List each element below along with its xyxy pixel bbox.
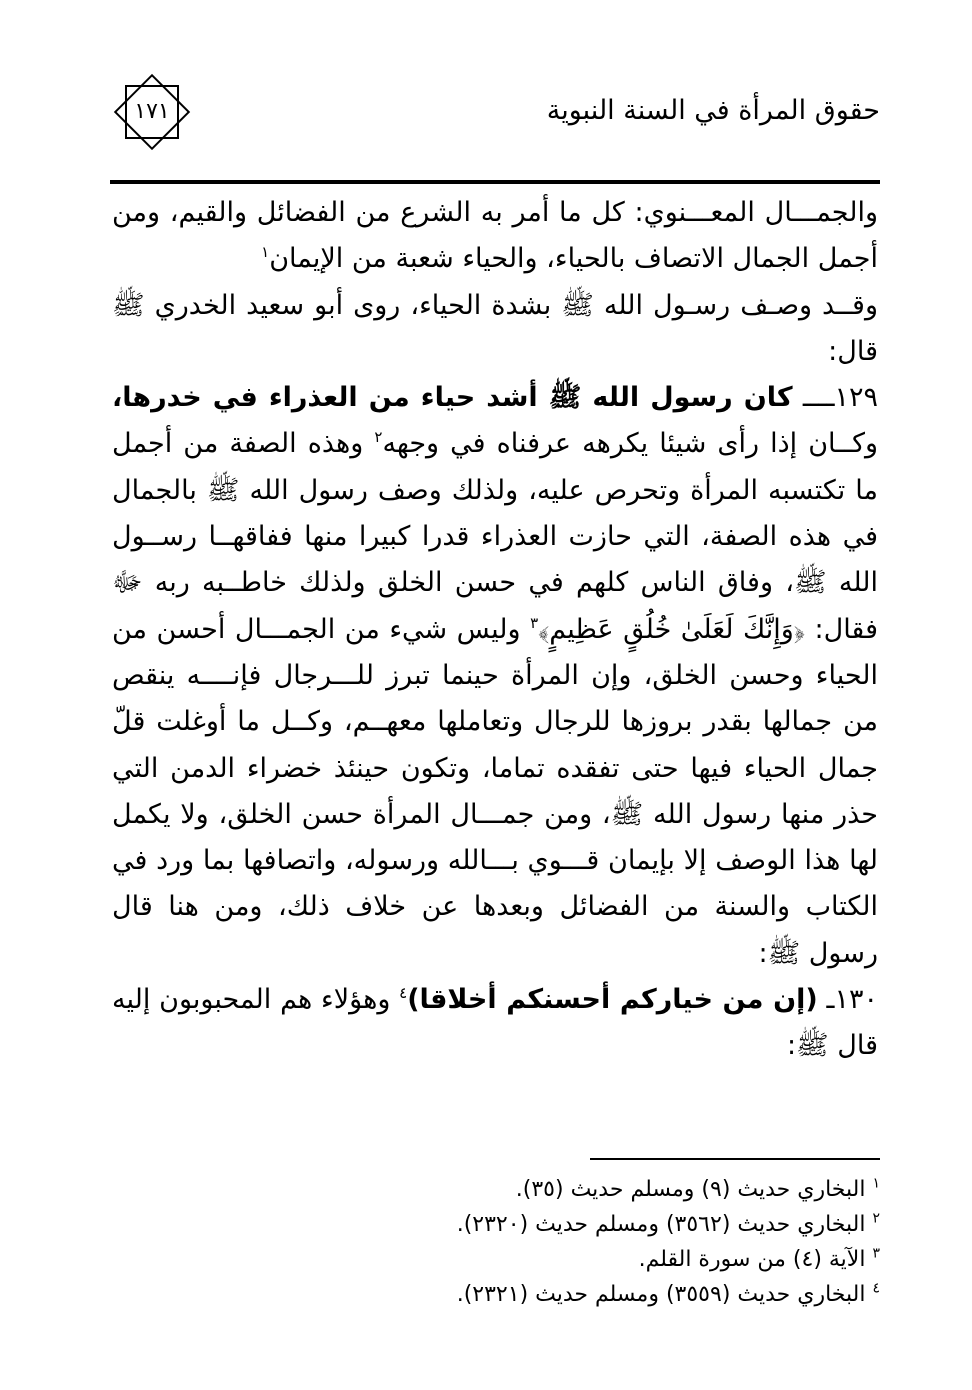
paragraph-3-text-c: وليس شيء من الجمـــال أحسن من الحياء وحسن الخلق، وإن المرأة حينما تبرز للـــرجال فإنــــه ينقص من جمالها بقدر بروزها للرجال وتعاملها معهــم، وكــل ما أوغلت قلّ جمال الحياء فيها حتى تفقده تماما، وتكون حينئذ خضراء الدمن التي حذر منها رسول الله ﷺ، ومن جمـــال المرأة حسن الخلق، ولا يكمل لها هذا الوصف إلا بإيمان قـــوي بـــالله ورسوله، واتصافها بما ورد في الكتاب والسنة من الفضائل وبعدها عن خلاف ذلك، ومن هنا قال رسول ﷺ: bbox=[112, 613, 878, 969]
running-title: حقوق المرأة في السنة النبوية bbox=[546, 95, 880, 126]
footnote-4 bbox=[110, 1277, 880, 1312]
paragraph-3-text-b: وهذه الصفة من أجمل ما تكتسبه المرأة وتحرص عليه، ولذلك وصف رسول الله ﷺ بالجمال في هذه الصفة، التي حازت العذراء قدرا كبيرا منها ففاقهــا رســول الله ﷺ، وفاق الناس كلهم في حسن الخلق ولذلك خاطــبه ربه ﷻ فقال: ﴿وَإِنَّكَ لَعَلَىٰ خُلُقٍ عَظِيمٍ﴾ bbox=[112, 428, 878, 645]
page-header bbox=[110, 70, 880, 185]
footnote-ref-1: ١ bbox=[261, 243, 270, 262]
paragraph-1-text: والجمـــال المعـــنوي: كل ما أمر به الشرع من الفضائل والقيم، ومن أجمل الجمال الاتصاف بالحياء، والحياء شعبة من الإيمان bbox=[112, 197, 878, 275]
footnote-2 bbox=[110, 1207, 880, 1242]
hadith-129-text: كان رسول الله ﷺ أشد حياء من العذراء في خدرها، bbox=[112, 382, 793, 414]
paragraph-1 bbox=[112, 190, 878, 283]
page-number-badge bbox=[110, 70, 194, 154]
paragraph-3 bbox=[112, 375, 878, 977]
footnote-1 bbox=[110, 1172, 880, 1207]
main-text bbox=[112, 190, 878, 1070]
footnote-rule bbox=[590, 1158, 880, 1160]
footnote-mark: ٤ bbox=[872, 1280, 880, 1297]
footnote-mark: ٢ bbox=[872, 1210, 880, 1227]
header-rule bbox=[110, 180, 880, 184]
hadith-number-129: ١٢٩ــــ bbox=[802, 382, 879, 414]
page-number: ١٧١ bbox=[134, 99, 170, 124]
footnote-ref-4: ٤ bbox=[399, 984, 408, 1003]
paragraph-4-text: وهؤلاء هم المحبوبون إليه قال ﷺ: bbox=[112, 984, 878, 1062]
footnote-mark: ١ bbox=[872, 1175, 880, 1192]
footnote-ref-3: ٣ bbox=[530, 613, 539, 632]
hadith-130-text: (إن من خياركم أحسنكم أخلاقا) bbox=[407, 984, 818, 1016]
paragraph-4 bbox=[112, 977, 878, 1070]
footnote-text: البخاري حديث (٣٥٦٢) ومسلم حديث (٢٣٢٠). bbox=[456, 1212, 866, 1237]
footnote-3 bbox=[110, 1242, 880, 1277]
footnote-text: الآية (٤) من سورة القلم. bbox=[638, 1247, 866, 1272]
paragraph-2: وقــد وصـف رسـول الله ﷺ بشدة الحياء، روى أبو سعيد الخدري ﷺ قال: bbox=[112, 289, 878, 367]
footnote-mark: ٣ bbox=[872, 1245, 880, 1262]
paragraph-3-text-a: وكــان إذا رأى شيئا يكرهه عرفناه في وجهه bbox=[382, 428, 878, 460]
footnote-text: البخاري حديث (٣٥٥٩) ومسلم حديث (٢٣٢١). bbox=[456, 1282, 866, 1307]
hadith-number-130: ١٣٠ـ bbox=[826, 984, 878, 1016]
footnotes bbox=[110, 1172, 880, 1312]
footnote-text: البخاري حديث (٩) ومسلم حديث (٣٥). bbox=[515, 1177, 866, 1202]
footnote-ref-2: ٢ bbox=[374, 428, 383, 447]
